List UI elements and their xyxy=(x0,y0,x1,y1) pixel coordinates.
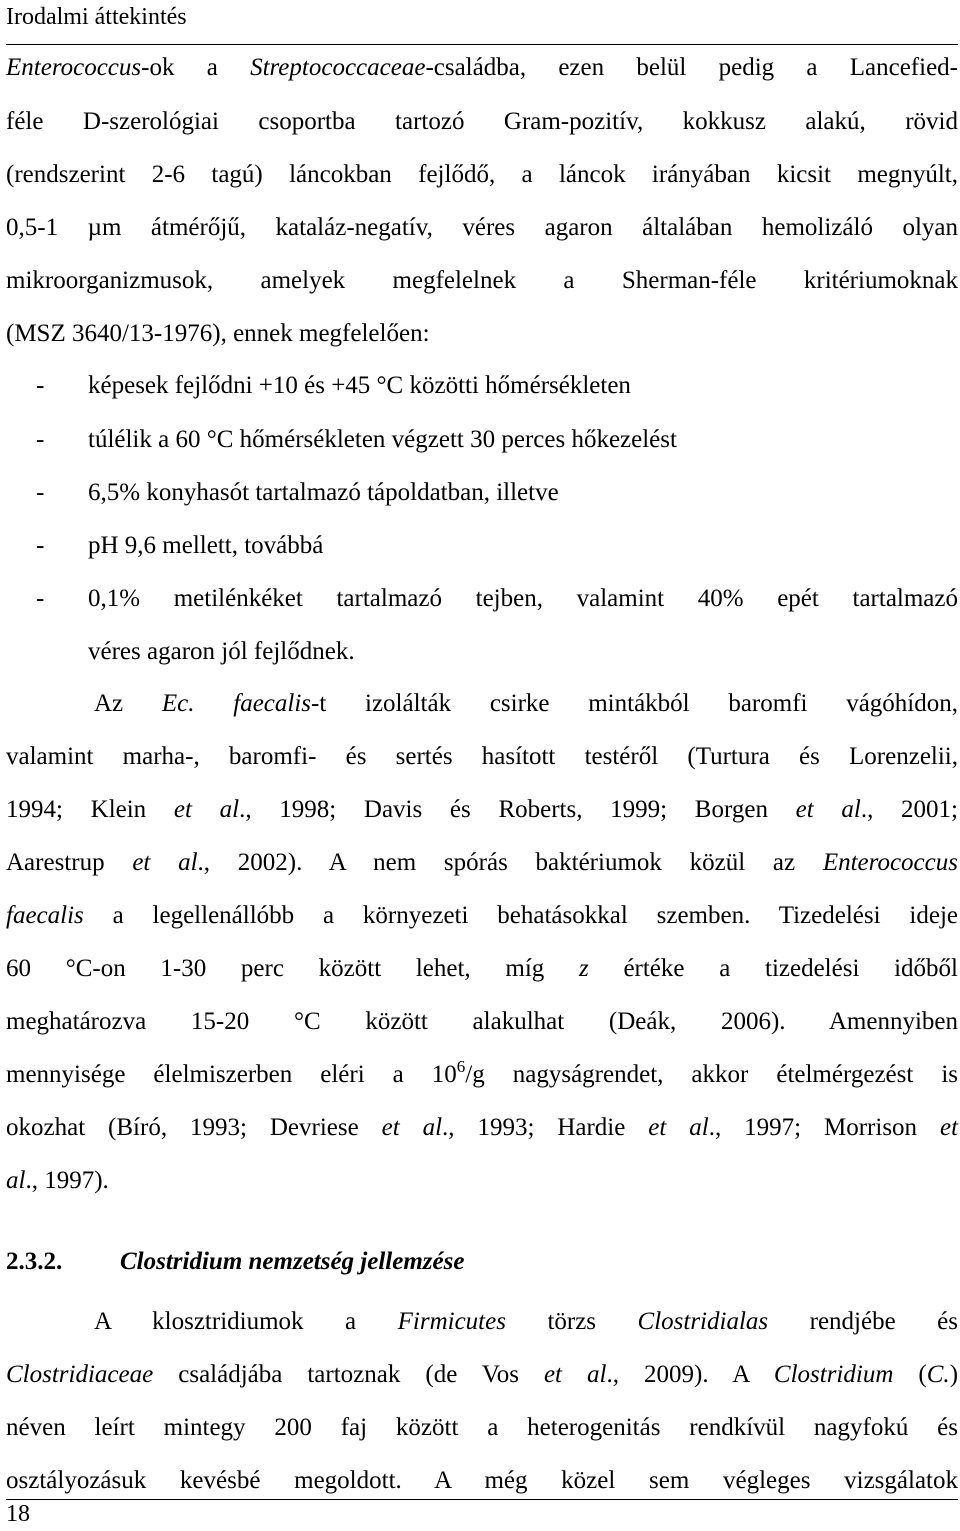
running-header: Irodalmi áttekintés xyxy=(6,4,187,30)
para2-line-2: valamint marha-, baromfi- és sertés hasított testéről (Turtura és Lorenzelii, xyxy=(6,743,958,770)
section-title: Clostridium nemzetség jellemzése xyxy=(120,1248,465,1275)
para2-line-6: 60 °C-on 1-30 perc között lehet, míg z értéke a tizedelési időből xyxy=(6,955,958,982)
header-rule xyxy=(6,44,958,45)
para1-line-5: mikroorganizmusok, amelyek megfelelnek a Sherman-féle kritériumoknak xyxy=(6,267,958,294)
list-item-3: 6,5% konyhasót tartalmazó tápoldatban, illetve xyxy=(88,479,559,506)
para3-line-3: néven leírt mintegy 200 faj között a heterogenitás rendkívül nagyfokú és xyxy=(6,1414,958,1441)
list-dash-5: - xyxy=(36,585,45,612)
section-number: 2.3.2. xyxy=(6,1248,63,1275)
para2-line-3: 1994; Klein et al., 1998; Davis és Roberts, 1999; Borgen et al., 2001; xyxy=(6,796,958,823)
para1-line-2: féle D-szerológiai csoportba tartozó Gram-pozitív, kokkusz alakú, rövid xyxy=(6,108,958,135)
para2-line-10: al., 1997). xyxy=(6,1167,109,1194)
para3-line-4: osztályozásuk kevésbé megoldott. A még közel sem végleges vizsgálatok xyxy=(6,1467,958,1494)
list-dash-3: - xyxy=(36,479,45,506)
para2-line-7: meghatározva 15-20 °C között alakulhat (Deák, 2006). Amennyiben xyxy=(6,1008,958,1035)
para2-line-5: faecalis a legellenállóbb a környezeti behatásokkal szemben. Tizedelési ideje xyxy=(6,902,958,929)
para1-line-1: Enterococcus-ok a Streptococcaceae-családba, ezen belül pedig a Lancefied- xyxy=(6,54,958,81)
list-dash-4: - xyxy=(36,532,45,559)
list-item-1: képesek fejlődni +10 és +45 °C közötti hőmérsékleten xyxy=(88,372,631,399)
para1-line-6: (MSZ 3640/13-1976), ennek megfelelően: xyxy=(6,320,430,347)
list-dash-2: - xyxy=(36,426,45,453)
list-item-2: túlélik a 60 °C hőmérsékleten végzett 30 perces hőkezelést xyxy=(88,426,677,453)
list-item-5: 0,1% metilénkéket tartalmazó tejben, valamint 40% epét tartalmazó xyxy=(88,585,958,612)
list-item-5-cont: véres agaron jól fejlődnek. xyxy=(88,638,355,665)
para2-line-1: Az Ec. faecalis-t izolálták csirke mintákból baromfi vágóhídon, xyxy=(94,690,958,717)
para2-line-4: Aarestrup et al., 2002). A nem spórás baktériumok közül az Enterococcus xyxy=(6,849,958,876)
list-item-4: pH 9,6 mellett, továbbá xyxy=(88,532,324,559)
para2-line-9: okozhat (Bíró, 1993; Devriese et al., 1993; Hardie et al., 1997; Morrison et xyxy=(6,1114,959,1141)
para1-line-3: (rendszerint 2-6 tagú) láncokban fejlődő, a láncok irányában kicsit megnyúlt, xyxy=(6,161,958,188)
page-number: 18 xyxy=(6,1501,30,1527)
para1-line-4: 0,5-1 µm átmérőjű, kataláz-negatív, véres agaron általában hemolizáló olyan xyxy=(6,214,958,241)
footer-rule xyxy=(6,1499,958,1500)
para2-line-8: mennyisége élelmiszerben eléri a $10^6/g$ nagyságrendet, akkor ételmérgezést is xyxy=(6,1057,958,1088)
list-dash-1: - xyxy=(36,372,45,399)
para3-line-1: A klosztridiumok a Firmicutes törzs Clostridialas rendjébe és xyxy=(94,1308,958,1335)
para3-line-2: Clostridiaceae családjába tartoznak (de Vos et al., 2009). A Clostridium (C.) xyxy=(6,1361,959,1388)
